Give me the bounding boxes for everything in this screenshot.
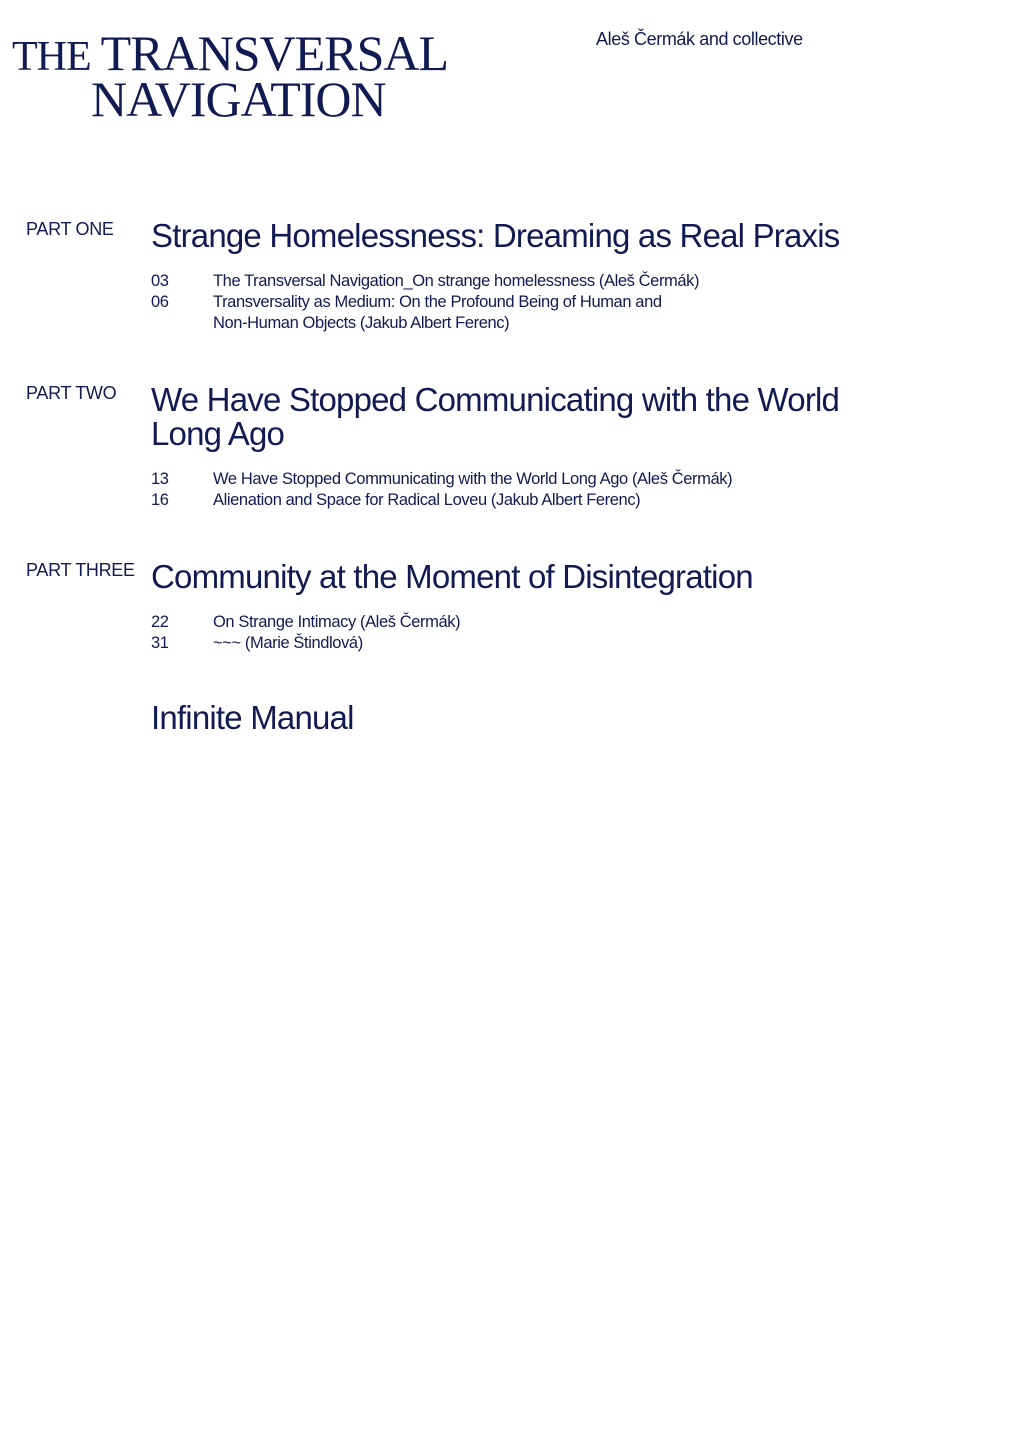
- page-number: 03: [151, 272, 169, 290]
- entry-list: [151, 271, 986, 334]
- part-title: We Have Stopped Communicating with the World Long Ago: [151, 381, 840, 452]
- entry-title: On Strange Intimacy (Aleš Čermák): [213, 613, 461, 631]
- entry-list: [151, 612, 986, 654]
- page-number: 13: [151, 470, 169, 488]
- part-label: PART ONE: [26, 219, 114, 239]
- part-title: Community at the Moment of Disintegration: [151, 558, 753, 595]
- entry-title: Transversality as Medium: On the Profound Being of Human and Non-Human Objects (Jakub Albert Ferenc): [213, 293, 662, 332]
- author-credit: Aleš Čermák and collective: [596, 29, 803, 49]
- entry-title: The Transversal Navigation_On strange homelessness (Aleš Čermák): [213, 272, 700, 290]
- entry-list: [151, 469, 986, 511]
- title-the: THE: [12, 34, 91, 80]
- title-navigation: NAVIGATION: [91, 71, 386, 127]
- part-title: Strange Homelessness: Dreaming as Real Praxis: [151, 217, 840, 254]
- part-two-section: [26, 383, 986, 511]
- page-number: 31: [151, 634, 169, 652]
- toc-entry[interactable]: [151, 490, 986, 511]
- title-transversal: TRANSVERSAL: [100, 25, 449, 81]
- toc-entry[interactable]: [151, 612, 986, 633]
- entry-title: Alienation and Space for Radical Loveu (Jakub Albert Ferenc): [213, 491, 641, 509]
- entry-title: ~~~ (Marie Štindlová): [213, 634, 363, 652]
- toc-entry[interactable]: [151, 292, 986, 334]
- toc-entry[interactable]: [151, 271, 986, 292]
- book-title: [12, 25, 449, 127]
- part-label: PART THREE: [26, 560, 135, 580]
- entry-title: We Have Stopped Communicating with the World Long Ago (Aleš Čermák): [213, 470, 733, 488]
- part-label: PART TWO: [26, 383, 117, 403]
- infinite-manual-section: [26, 701, 986, 735]
- section-title[interactable]: Infinite Manual: [151, 699, 354, 736]
- page-number: 06: [151, 293, 169, 311]
- page-number: 22: [151, 613, 169, 631]
- toc-entry[interactable]: [151, 469, 986, 490]
- part-one-section: [26, 219, 986, 334]
- part-three-section: [26, 560, 986, 654]
- page-number: 16: [151, 491, 169, 509]
- toc-entry[interactable]: [151, 633, 986, 654]
